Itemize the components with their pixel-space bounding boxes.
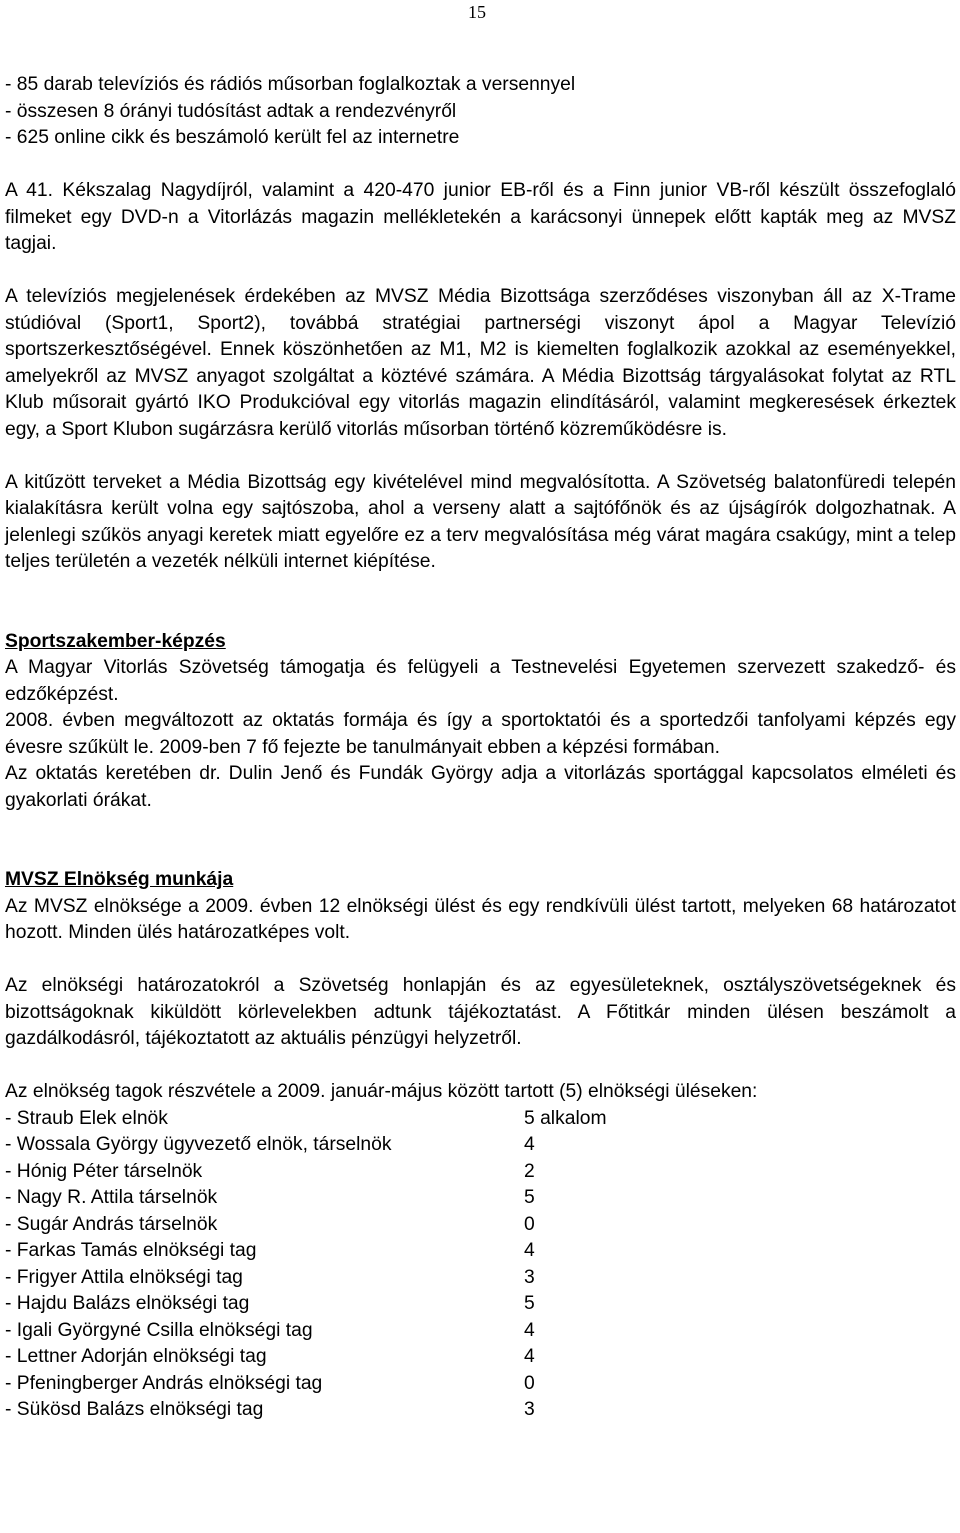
member-name: - Lettner Adorján elnökségi tag: [5, 1346, 267, 1367]
paragraph-board-1: Az MVSZ elnöksége a 2009. évben 12 elnökségi ülést és egy rendkívüli ülést tartott, melyeken 68 határozatot hozott. Minden ülés határozatképes volt.: [5, 895, 956, 943]
attendance-count: 4: [524, 1240, 535, 1261]
attendance-row: [5, 1397, 956, 1424]
member-name: - Sugár András társelnök: [5, 1213, 218, 1235]
attendance-count: 3: [524, 1266, 535, 1288]
section-heading-board: MVSZ Elnökség munkája: [5, 869, 234, 890]
attendance-row: [5, 1185, 956, 1212]
attendance-count: 5: [524, 1293, 535, 1314]
attendance-row: [5, 1291, 956, 1318]
attendance-count: 4: [524, 1346, 535, 1367]
attendance-row: [5, 1238, 956, 1265]
member-name: - Pfeningberger András elnökségi tag: [5, 1372, 323, 1394]
paragraph-board-2: Az elnökségi határozatokról a Szövetség honlapján és az egyesületeknek, osztályszövetségeknek és bizottságoknak kiküldött körlevelekben adtunk tájékoztatást. A Főtitkár minden ülésen beszámolt a gazdálkodásról, tájékoztatott az aktuális pénzügyi helyzetről.: [5, 975, 956, 1049]
paragraph-dvd: A 41. Kékszalag Nagydíjról, valamint a 420-470 junior EB-ről és a Finn junior VB-ről készült összefoglaló filmeket egy DVD-n a Vitorlázás magazin mellékletekén a karácsonyi ünnepek előtt kapták meg az MVSZ tagjai.: [5, 180, 956, 254]
member-name: - Nagy R. Attila társelnök: [5, 1187, 218, 1208]
attendance-row: [5, 1212, 956, 1239]
attendance-row: [5, 1318, 956, 1345]
attendance-count: 5 alkalom: [524, 1107, 607, 1129]
member-name: - Hajdu Balázs elnökségi tag: [5, 1293, 250, 1314]
media-list: [5, 72, 956, 152]
attendance-count: 0: [524, 1372, 535, 1394]
paragraph-training-2: 2008. évben megváltozott az oktatás formája és így a sportoktatói és a sportedzői tanfolyami képzés egy évesre szűkült le. 2009-ben 7 fő fejezte be tanulmányait ebben a képzési formában.: [5, 710, 956, 758]
attendance-count: 4: [524, 1134, 535, 1155]
attendance-count: 0: [524, 1213, 535, 1235]
attendance-row: [5, 1344, 956, 1371]
attendance-count: 5: [524, 1187, 535, 1208]
list-item: - 85 darab televíziós és rádiós műsorban foglalkoztak a versennyel: [5, 74, 576, 95]
attendance-row: [5, 1132, 956, 1159]
attendance-count: 4: [524, 1319, 535, 1341]
member-name: - Hónig Péter társelnök: [5, 1160, 203, 1182]
attendance-intro: Az elnökség tagok részvétele a 2009. január-május között tartott (5) elnökségi üléseken:: [5, 1081, 758, 1102]
list-item: - 625 online cikk és beszámoló került fel az internetre: [5, 127, 460, 148]
list-item: - összesen 8 órányi tudósítást adtak a rendezvényről: [5, 100, 457, 122]
member-name: - Straub Elek elnök: [5, 1107, 168, 1129]
paragraph-plans: A kitűzött terveket a Média Bizottság egy kivételével mind megvalósította. A Szövetség balatonfüredi telepén kialakításra került volna egy sajtószoba, ahol a verseny alatt a sajtófőnök és az újságírók dolgozhatnak. A jelenlegi szűkös anyagi keretek miatt egyelőre ez a terv megvalósítása még várat magára csakúgy, mint a telep teljes területén a vezeték nélküli internet kiépítése.: [5, 471, 956, 572]
attendance-row: [5, 1106, 956, 1133]
paragraph-training-3: Az oktatás keretében dr. Dulin Jenő és Fundák György adja a vitorlázás sportággal kapcsolatos elméleti és gyakorlati órákat.: [5, 763, 956, 811]
member-name: - Sükösd Balázs elnökségi tag: [5, 1399, 264, 1420]
paragraph-television: A televíziós megjelenések érdekében az MVSZ Média Bizottsága szerződéses viszonyban áll az X-Trame stúdióval (Sport1, Sport2), továbbá stratégiai partnerségi viszonyt ápol a Magyar Televízió sportszerkesztőségével. Ennek köszönhetően az M1, M2 is kiemelten foglalkozik azokkal az eseményekkel, amelyekről az MVSZ anyagot szolgáltat a köztévé számára. A Média Bizottság tárgyalásokat folytat az RTL Klub műsorait gyártó IKO Produkcióval egy vitorlás magazin elindításáról, valamint megkeresések érkeztek egy, a Sport Klubon sugárzásra kerülő vitorlás műsorban történő közreműködésre is.: [5, 286, 956, 440]
attendance-row: [5, 1371, 956, 1398]
attendance-row: [5, 1159, 956, 1186]
member-name: - Wossala György ügyvezető elnök, társelnök: [5, 1134, 392, 1155]
attendance-list: [5, 1106, 956, 1424]
section-heading-training: Sportszakember-képzés: [5, 630, 226, 652]
document-body: [5, 72, 956, 1424]
attendance-count: 3: [524, 1399, 535, 1420]
page-number: 15: [468, 2, 486, 22]
member-name: - Frigyer Attila elnökségi tag: [5, 1266, 243, 1288]
paragraph-training-1: A Magyar Vitorlás Szövetség támogatja és felügyeli a Testnevelési Egyetemen szervezett szakedző- és edzőképzést.: [5, 657, 956, 705]
attendance-row: [5, 1265, 956, 1292]
member-name: - Igali Györgyné Csilla elnökségi tag: [5, 1319, 313, 1341]
member-name: - Farkas Tamás elnökségi tag: [5, 1240, 257, 1261]
attendance-count: 2: [524, 1160, 535, 1182]
